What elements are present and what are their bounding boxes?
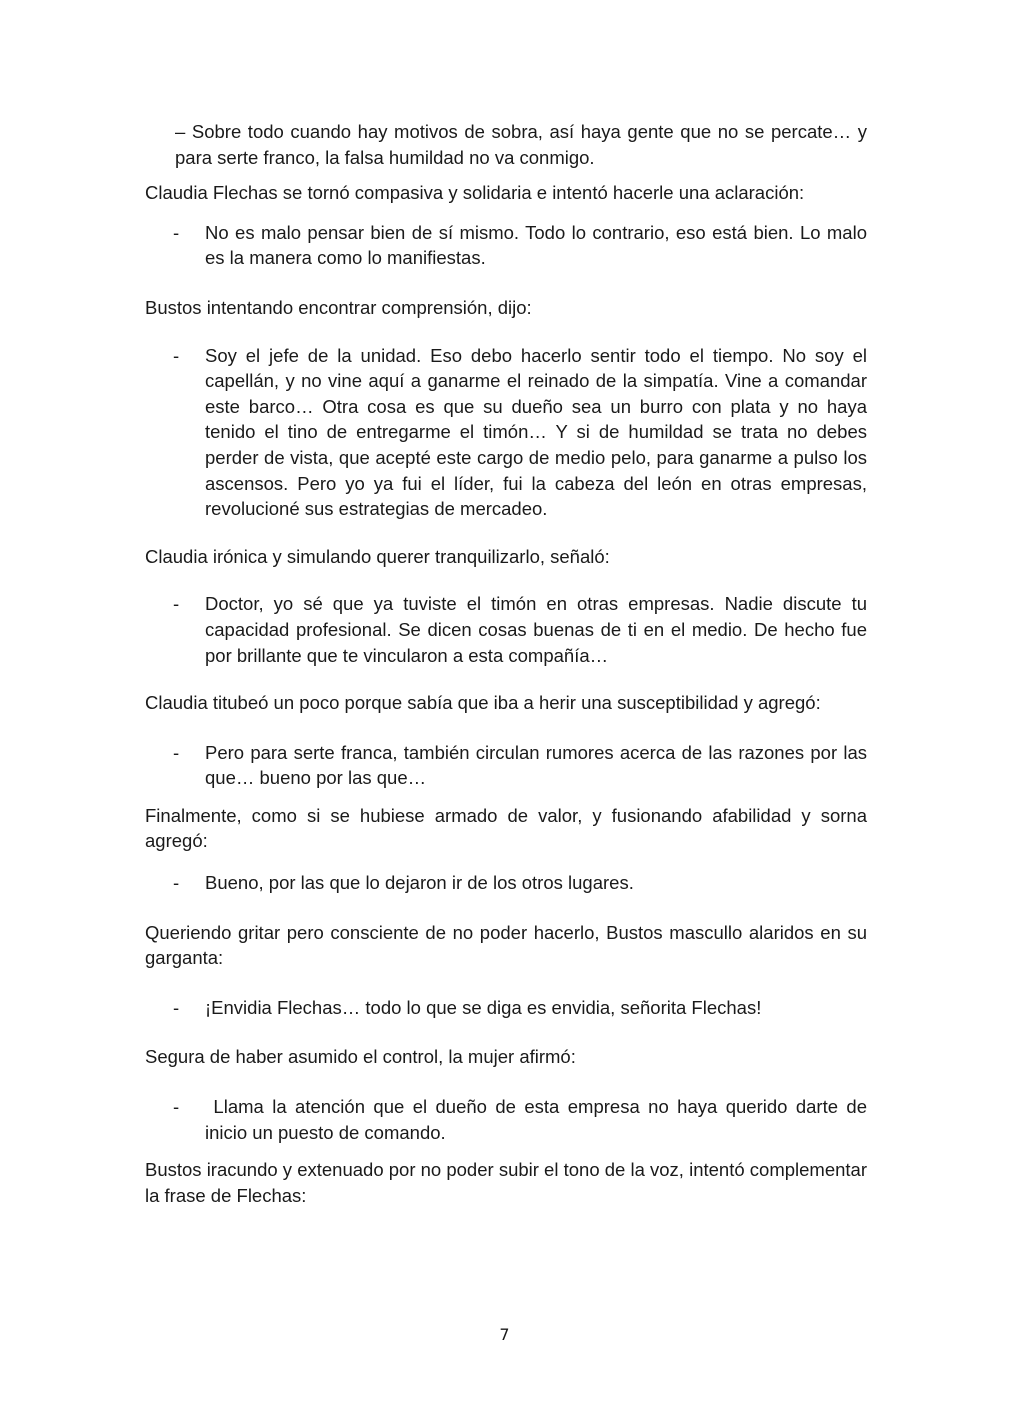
dialog-text: Soy el jefe de la unidad. Eso debo hacerlo sentir todo el tiempo. No soy el capellán, y no vine aquí a ganarme el reinado de la simpatía. Vine a comandar este barco… Otra cosa es que su dueño sea un burro con plata y no haya tenido el tino de entregarme el timón… Y si de humildad se trata no debes perder de vista, que acepté este cargo de medio pelo, para ganarme a pulso los ascensos. Pero yo ya fui el líder, fui la cabeza del león en otras empresas, revolucioné sus estrategias de mercadeo.: [205, 344, 867, 520]
dialog-item: [145, 220, 867, 271]
dialog-item: [145, 740, 867, 791]
dialog-item: [145, 995, 867, 1021]
narration-paragraph: Bustos iracundo y extenuado por no poder subir el tono de la voz, intentó complementar la frase de Flechas:: [145, 1159, 867, 1206]
page-body: [145, 119, 873, 1208]
dialog-text: ¡Envidia Flechas… todo lo que se diga es envidia, señorita Flechas!: [205, 996, 762, 1018]
dialog-item: [145, 1094, 873, 1145]
narration-paragraph: Bustos intentando encontrar comprensión, dijo:: [145, 296, 532, 318]
narration-paragraph: Queriendo gritar pero consciente de no poder hacerlo, Bustos mascullo alaridos en su garganta:: [145, 921, 867, 969]
dialog-bullet: -: [173, 344, 180, 366]
dialog-bullet: -: [173, 1096, 180, 1118]
dialog-text: Doctor, yo sé que ya tuviste el timón en otras empresas. Nadie discute tu capacidad profesional. Se dicen cosas buenas de ti en el medio. De hecho fue por brillante que te vincularon a esta compañía…: [205, 593, 867, 666]
dialog-text: No es malo pensar bien de sí mismo. Todo lo contrario, eso está bien. Lo malo es la manera como lo manifiestas.: [205, 221, 867, 269]
dialog-bullet: -: [173, 996, 180, 1018]
dialog-paragraph: [145, 119, 867, 170]
dialog-bullet: -: [173, 593, 180, 615]
dialog-item: [145, 591, 867, 668]
dialog-bullet: -: [173, 221, 180, 243]
dialog-bullet: -: [173, 741, 180, 763]
narration-paragraph: Segura de haber asumido el control, la mujer afirmó:: [145, 1046, 576, 1068]
page-number: 7: [499, 1325, 510, 1344]
dialog-bullet: -: [173, 872, 180, 894]
narration-paragraph: Claudia irónica y simulando querer tranquilizarlo, señaló:: [145, 545, 610, 567]
dialog-text: Llama la atención que el dueño de esta empresa no haya querido darte de inicio un puesto de comando.: [205, 1096, 873, 1143]
dialog-dash: –: [175, 121, 186, 142]
narration-paragraph: Claudia titubeó un poco porque sabía que iba a herir una susceptibilidad y agregó:: [145, 692, 821, 714]
narration-paragraph: Claudia Flechas se tornó compasiva y solidaria e intentó hacerle una aclaración:: [145, 182, 805, 204]
dialog-item: [145, 870, 867, 896]
dialog-text: Sobre todo cuando hay motivos de sobra, así haya gente que no se percate… y para serte franco, la falsa humildad no va conmigo.: [175, 121, 867, 168]
dialog-text: Bueno, por las que lo dejaron ir de los otros lugares.: [205, 872, 634, 894]
dialog-item: [145, 343, 867, 522]
narration-paragraph: Finalmente, como si se hubiese armado de valor, y fusionando afabilidad y sorna agregó:: [145, 804, 867, 852]
dialog-text: Pero para serte franca, también circulan rumores acerca de las razones por las que… bueno por las que…: [205, 741, 867, 789]
